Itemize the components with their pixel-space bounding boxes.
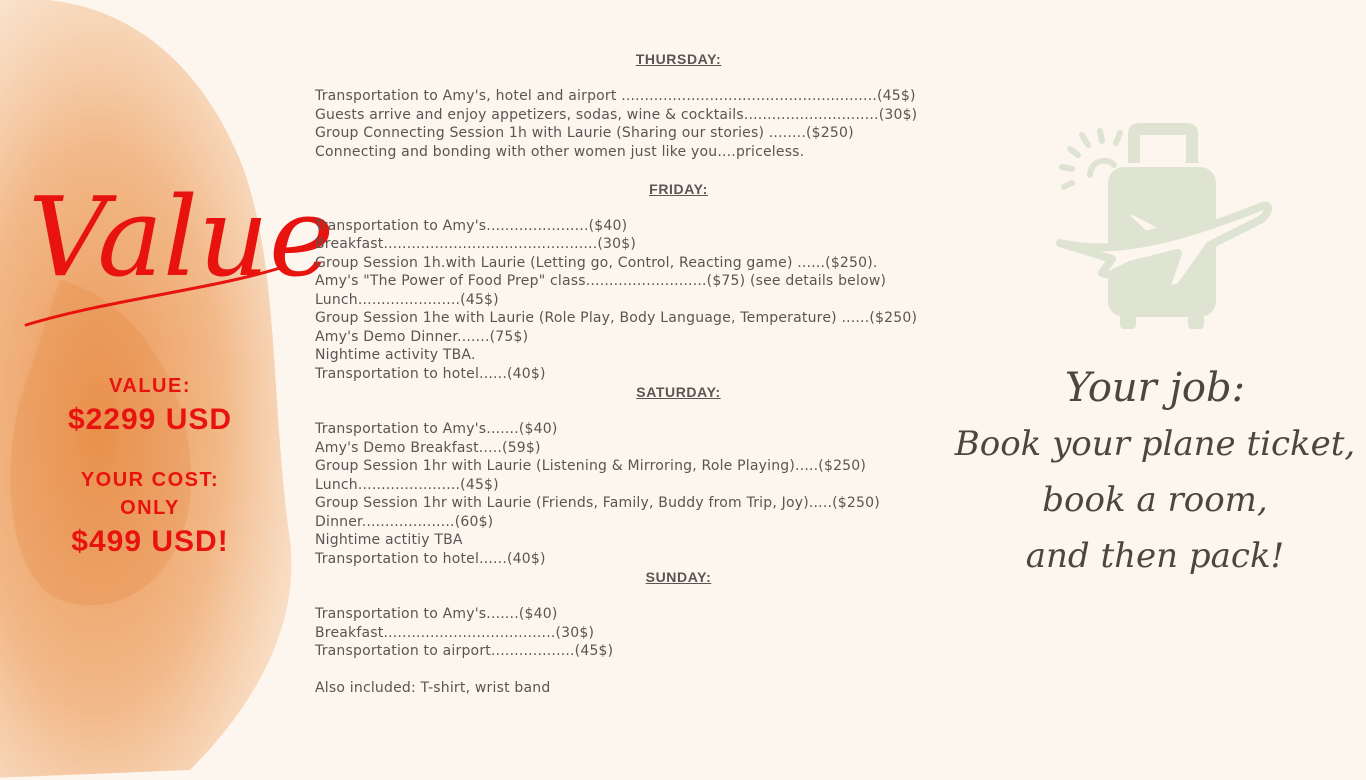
schedule-line: Group Session 1hr with Laurie (Friends, Family, Buddy from Trip, Joy).....($250) [315,495,880,511]
schedule-line: Group Session 1hr with Laurie (Listening & Mirroring, Role Playing).....($250) [315,458,867,474]
schedule-line: Transportation to Amy's......................($40) [315,217,628,234]
job-line-3: book a room, [1042,480,1268,520]
job-line-4: and then pack! [1025,536,1285,576]
schedule-line: Group Session 1he with Laurie (Role Play, Body Language, Temperature) ......($250) [315,310,918,326]
schedule-line: Breakfast..............................................(30$) [315,236,636,252]
schedule-line: Connecting and bonding with other women just like you....priceless. [315,143,805,160]
day-heading-sunday: SUNDAY: [645,569,712,585]
price-panel [30,372,270,562]
schedule-line: Group Connecting Session 1h with Laurie (Sharing our stories) ........($250) [315,125,854,141]
schedule-line: Group Session 1h.with Laurie (Letting go, Control, Reacting game) ......($250). [315,254,878,271]
job-line-1: Your job: [1064,365,1246,411]
schedule-line: Nightime activity TBA. [315,347,476,363]
schedule-line: Lunch......................(45$) [315,291,499,308]
cost-label: YOUR COST: [80,469,220,491]
schedule-line: Amy's Demo Dinner.......(75$) [315,328,529,345]
schedule-line: Amy's Demo Breakfast.....(59$) [315,439,541,456]
travel-illustration [1050,115,1275,335]
schedule-line: Transportation to Amy's.......($40) [315,421,558,437]
value-label: VALUE: [109,375,191,397]
schedule-line: Lunch......................(45$) [315,476,499,493]
day-heading-saturday: SATURDAY: [636,384,721,400]
schedule-line: Nightime actitiy TBA [315,532,463,548]
value-amount: $2299 USD [67,403,233,436]
schedule-line: Transportation to airport..................(45$) [315,643,614,659]
schedule-line: Breakfast.....................................(30$) [315,624,595,641]
also-included: Also included: T-shirt, wrist band [315,680,551,696]
schedule-line: Guests arrive and enjoy appetizers, sodas, wine & cocktails.............................(30$) [315,106,918,123]
schedule-line: Amy's "The Power of Food Prep" class..........................($75) (see details below) [315,273,887,289]
day-heading-thursday: THURSDAY: [635,51,722,67]
cost-amount: $499 USD! [71,525,229,558]
schedule-line: Transportation to Amy's, hotel and airport .......................................................(45$) [315,88,916,104]
value-script-title [18,150,335,340]
your-job-text [945,360,1365,584]
schedule-line: Dinner....................(60$) [315,513,494,530]
schedule-line: Transportation to hotel......(40$) [315,550,546,567]
svg-text:Value: Value [28,173,335,301]
schedule [315,50,1045,698]
schedule-line: Transportation to Amy's.......($40) [315,606,558,622]
job-line-2: Book your plane ticket, [954,424,1356,464]
cost-only: ONLY [120,497,180,519]
day-heading-friday: FRIDAY: [649,180,708,197]
schedule-line: Transportation to hotel......(40$) [315,365,546,382]
